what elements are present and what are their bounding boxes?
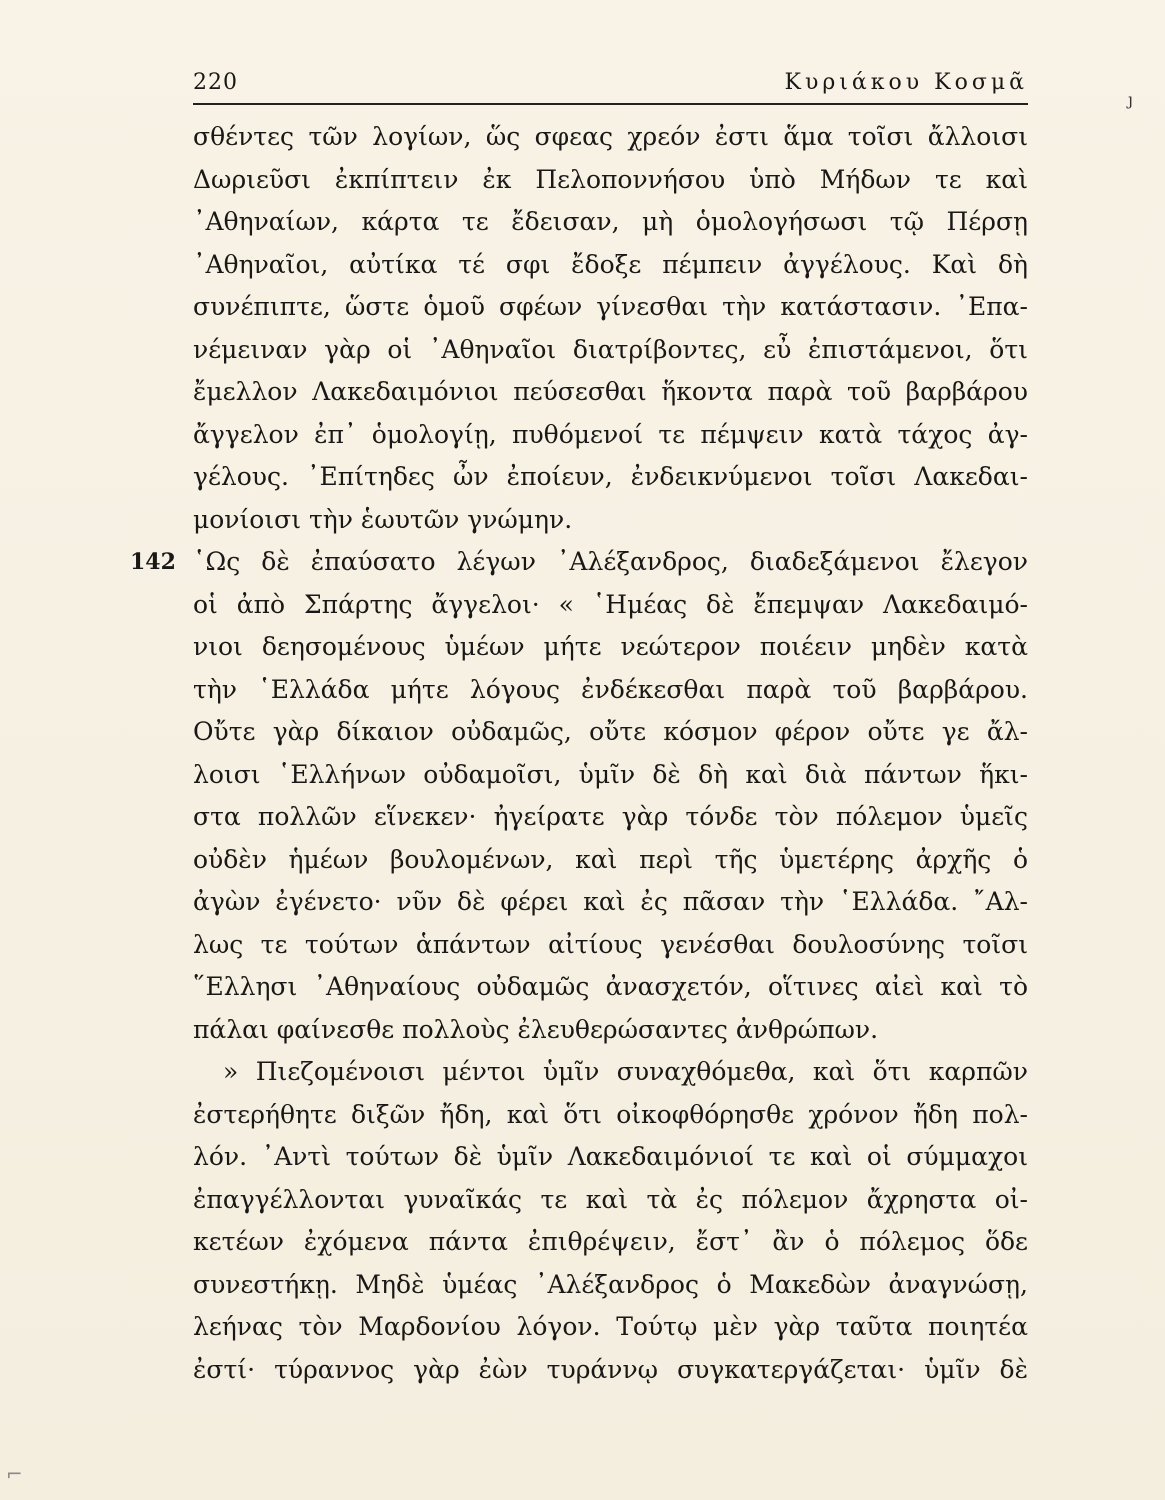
corner-mark: ⌐ [6, 1462, 23, 1486]
text-line: λως τε τούτων ἁπάντων αἰτίους γενέσθαι δουλοσύνης τοῖσι [193, 929, 1028, 959]
text-line: ᾿Αθηναῖοι, αὐτίκα τέ σφι ἔδοξε πέμπειν ἀγγέλους. Καὶ δὴ [193, 249, 1028, 279]
text-line: συνέπιπτε, ὥστε ὁμοῦ σφέων γίνεσθαι τὴν κατάστασιν. ᾿Επα- [193, 292, 1028, 321]
text-line: τὴν ῾Ελλάδα μήτε λόγους ἐνδέκεσθαι παρὰ τοῦ βαρβάρου. [193, 674, 1028, 704]
header-rule [193, 103, 1028, 105]
text-line: λοισι ῾Ελλήνων οὐδαμοῖσι, ὑμῖν δὲ δὴ καὶ διὰ πάντων ἥκι- [193, 759, 1028, 789]
running-head: Κυριάκου Κοσμᾶ [784, 70, 1028, 95]
page-header [193, 66, 1028, 100]
text-line: ἐστί· τύραννος γὰρ ἐὼν τυράννῳ συγκατεργάζεται· ὑμῖν δὲ [193, 1354, 1028, 1384]
text-line: στα πολλῶν εἵνεκεν· ἠγείρατε γὰρ τόνδε τὸν πόλεμον ὑμεῖς [193, 802, 1028, 831]
text-line: » Πιεζομένοισι μέντοι ὑμῖν συναχθόμεθα, καὶ ὅτι καρπῶν [223, 1057, 1028, 1086]
margin-mark: ȷ [1128, 90, 1133, 109]
text-line: ἐπαγγέλλονται γυναῖκάς τε καὶ τὰ ἐς πόλεμον ἄχρηστα οἰ- [193, 1184, 1028, 1214]
text-line: λεήνας τὸν Μαρδονίου λόγον. Τούτῳ μὲν γὰρ ταῦτα ποιητέα [193, 1312, 1028, 1341]
text-line: ᾿Αθηναίων, κάρτα τε ἔδεισαν, μὴ ὁμολογήσωσι τῷ Πέρσῃ [193, 207, 1028, 236]
text-line: κετέων ἐχόμενα πάντα ἐπιθρέψειν, ἔστ᾿ ἂν ὁ πόλεμος ὅδε [193, 1227, 1028, 1256]
text-line: ἄγγελον ἐπ᾿ ὁμολογίῃ, πυθόμενοί τε πέμψειν κατὰ τάχος ἀγ- [193, 419, 1028, 449]
text-line: γέλους. ᾿Επίτηδες ὦν ἐποίευν, ἐνδεικνύμενοι τοῖσι Λακεδαι- [193, 462, 1028, 491]
text-line: οὐδὲν ἡμέων βουλομένων, καὶ περὶ τῆς ὑμετέρης ἀρχῆς ὁ [193, 844, 1028, 874]
text-line: Οὔτε γὰρ δίκαιον οὐδαμῶς, οὔτε κόσμον φέρον οὔτε γε ἄλ- [193, 717, 1028, 746]
text-line: λόν. ᾿Αντὶ τούτων δὲ ὑμῖν Λακεδαιμόνιοί τε καὶ οἱ σύμμαχοι [193, 1142, 1028, 1171]
page-number: 220 [193, 70, 238, 95]
text-line: ἔμελλον Λακεδαιμόνιοι πεύσεσθαι ἥκοντα παρὰ τοῦ βαρβάρου [193, 377, 1028, 406]
section-number: 142 [130, 549, 176, 575]
text-line: ἀγὼν ἐγένετο· νῦν δὲ φέρει καὶ ἐς πᾶσαν τὴν ῾Ελλάδα. ῎Αλ- [193, 887, 1028, 916]
text-line: ἐστερήθητε διξῶν ἤδη, καὶ ὅτι οἰκοφθόρησθε χρόνον ἤδη πολ- [193, 1099, 1028, 1129]
text-line: μονίοισι τὴν ἑωυτῶν γνώμην. [193, 504, 573, 534]
text-line: ῞Ελλησι ᾿Αθηναίους οὐδαμῶς ἀνασχετόν, οἵτινες αἰεὶ καὶ τὸ [193, 972, 1028, 1001]
text-line: νιοι δεησομένους ὑμέων μήτε νεώτερον ποιέειν μηδὲν κατὰ [193, 632, 1028, 661]
text-line: νέμειναν γὰρ οἱ ᾿Αθηναῖοι διατρίβοντες, εὖ ἐπιστάμενοι, ὅτι [193, 334, 1028, 364]
text-line: Δωριεῦσι ἐκπίπτειν ἐκ Πελοποννήσου ὑπὸ Μήδων τε καὶ [193, 164, 1028, 194]
text-line: πάλαι φαίνεσθε πολλοὺς ἐλευθερώσαντες ἀνθρώπων. [193, 1014, 879, 1044]
body-text [193, 116, 1028, 1391]
text-line: σθέντες τῶν λογίων, ὥς σφεας χρεόν ἐστι ἅμα τοῖσι ἄλλοισι [193, 122, 1028, 151]
text-line: ῾Ως δὲ ἐπαύσατο λέγων ᾿Αλέξανδρος, διαδεξάμενοι ἔλεγον [193, 547, 1028, 576]
text-line: οἱ ἀπὸ Σπάρτης ἄγγελοι· « ῾Ημέας δὲ ἔπεμψαν Λακεδαιμό- [193, 589, 1028, 619]
text-line: συνεστήκῃ. Μηδὲ ὑμέας ᾿Αλέξανδρος ὁ Μακεδὼν ἀναγνώσῃ, [193, 1269, 1028, 1299]
